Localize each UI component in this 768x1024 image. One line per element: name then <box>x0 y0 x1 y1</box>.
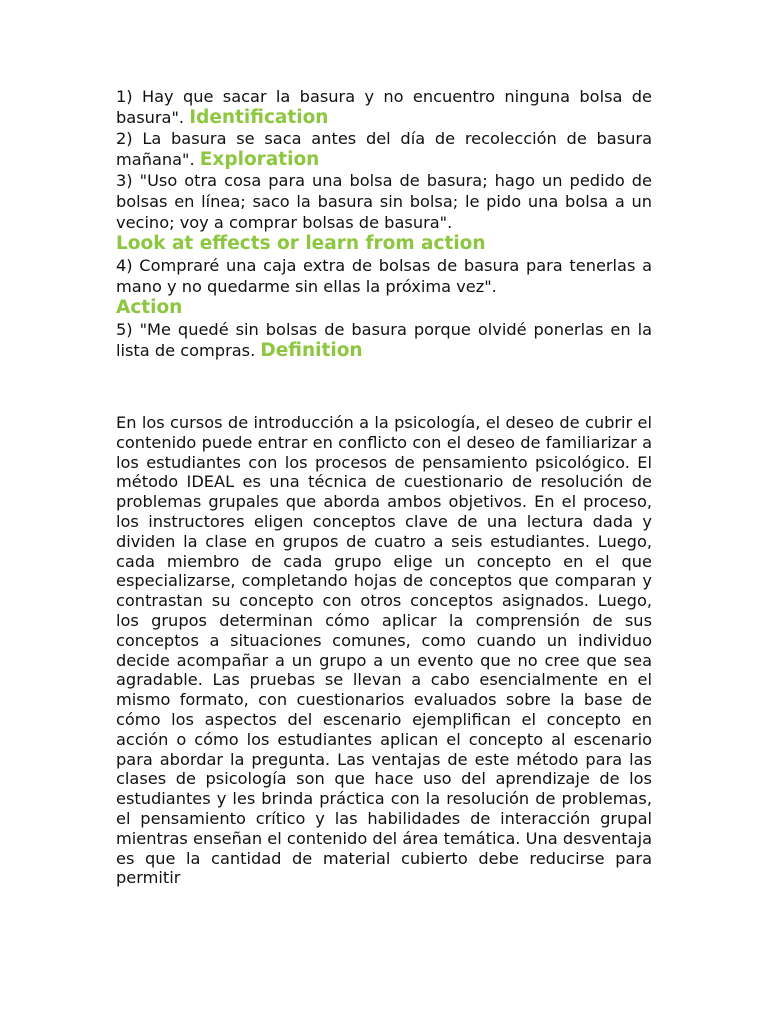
list-item-text: 4) Compraré una caja extra de bolsas de basura para tenerlas a mano y no quedarme sin ellas la próxima vez". <box>116 256 652 296</box>
list-item <box>116 319 652 361</box>
paragraph-spacer <box>116 361 652 413</box>
list-item <box>116 128 652 170</box>
body-paragraph: En los cursos de introducción a la psicología, el deseo de cubrir el contenido puede entrar en conflicto con el deseo de familiarizar a los estudiantes con los procesos de pensamiento psicológico. El método IDEAL es una técnica de cuestionario de resolución de problemas grupales que aborda ambos objetivos. En el proceso, los instructores eligen conceptos clave de una lectura dada y dividen la clase en grupos de cuatro a seis estudiantes. Luego, cada miembro de cada grupo elige un concepto en el que especializarse, completando hojas de conceptos que comparan y contrastan su concepto con otros conceptos asignados. Luego, los grupos determinan cómo aplicar la comprensión de sus conceptos a situaciones comunes, como cuando un individuo decide acompañar a un grupo a un evento que no cree que sea agradable. Las pruebas se llevan a cabo esencialmente en el mismo formato, con cuestionarios evaluados sobre la base de cómo los aspectos del escenario ejemplifican el concepto en acción o cómo los estudiantes aplican el concepto al escenario para abordar la pregunta. Las ventajas de este método para las clases de psicología son que hace uso del aprendizaje de los estudiantes y les brinda práctica con la resolución de problemas, el pensamiento crítico y las habilidades de interacción grupal mientras enseñan el contenido del área temática. Una desventaja es que la cantidad de material cubierto debe reducirse para permitir <box>116 413 652 888</box>
ideal-steps-list <box>116 86 652 361</box>
step-label: Exploration <box>199 149 320 170</box>
step-label: Identification <box>189 107 329 128</box>
list-item-text: 2) La basura se saca antes del día de recolección de basura mañana". <box>116 129 652 169</box>
step-label: Definition <box>260 340 363 361</box>
list-item <box>116 170 652 255</box>
step-label: Look at effects or learn from action <box>116 233 486 254</box>
step-label: Action <box>116 297 183 318</box>
list-item <box>116 255 652 319</box>
document-page <box>116 86 652 888</box>
list-item-text: 1) Hay que sacar la basura y no encuentro ninguna bolsa de basura". <box>116 87 652 127</box>
list-item-text: 3) "Uso otra cosa para una bolsa de basura; hago un pedido de bolsas en línea; saco la basura sin bolsa; le pido una bolsa a un vecino; voy a comprar bolsas de basura". <box>116 171 652 232</box>
list-item-text: 5) "Me quedé sin bolsas de basura porque olvidé ponerlas en la lista de compras. <box>116 320 652 360</box>
list-item <box>116 86 652 128</box>
